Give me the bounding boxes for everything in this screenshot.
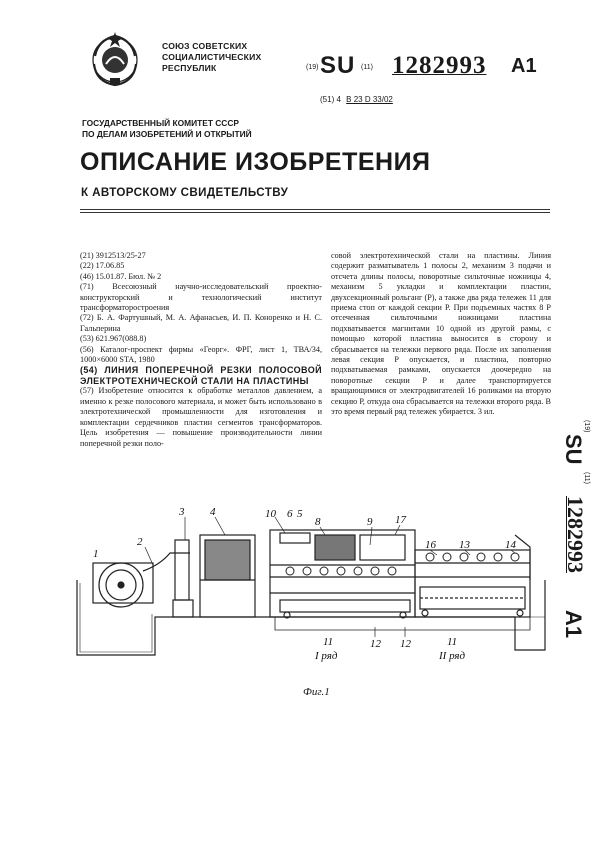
figure-label: 14: [505, 539, 516, 551]
biblio-line: (22) 17.06.85: [80, 261, 125, 271]
code-19: (19): [306, 64, 319, 71]
divider: [80, 209, 550, 210]
biblio-line: (53) 621.967(088.8): [80, 334, 147, 344]
left-column: [80, 251, 322, 449]
biblio-line: (56) Каталог-проспект фирмы «Георг». ФРГ, лист 1, ТВА/34, 1000×6000 STA, 1980: [80, 344, 322, 365]
margin-code-11: (11): [583, 472, 590, 484]
figure-label-row-1: I ряд: [315, 650, 338, 662]
figure-label: 11: [323, 636, 334, 648]
margin-kind: A1: [561, 610, 586, 639]
su-mark: SU: [320, 52, 356, 79]
biblio-line: (21) 3912513/25-27: [80, 251, 146, 260]
margin-patent-number: [550, 420, 590, 660]
biblio-line: (71) Всесоюзный научно-исследовательский проектно-конструкторский и технологический институт трансформаторостроения: [80, 282, 322, 313]
figure-label: 2: [137, 536, 143, 548]
org-line: СОЦИАЛИСТИЧЕСКИХ: [162, 52, 262, 62]
margin-su: SU: [561, 434, 586, 465]
kind-code: A1: [511, 55, 537, 77]
figure-label: 13: [459, 539, 470, 551]
figure-label-row-2: II ряд: [439, 650, 466, 662]
figure-label: 17: [395, 514, 406, 526]
figure-label: 16: [425, 539, 436, 551]
abstract-left: (57) Изобретение относится к обработке металлов давлением, а именно к резке полосового материала, и может быть использовано в электротехнической промышленности для изготовления и комплектации сердечников пластин сегментов трансформаторов. Цель изобретения — повышение производительности линии поперечной резки поло-: [80, 386, 322, 448]
figure-caption: Фиг.1: [303, 686, 330, 698]
figure-label: 5: [297, 508, 303, 520]
org-line: РЕСПУБЛИК: [162, 63, 217, 73]
org-line: СОЮЗ СОВЕТСКИХ: [162, 41, 248, 51]
document-title: ОПИСАНИЕ ИЗОБРЕТЕНИЯ: [80, 148, 431, 176]
code-11: (11): [361, 64, 373, 71]
figure-label: 12: [370, 638, 381, 650]
ipc-classification: [320, 95, 393, 104]
committee-line: ГОСУДАРСТВЕННЫЙ КОМИТЕТ СССР: [82, 118, 239, 128]
figure-label: 1: [93, 548, 99, 560]
organization-name: [162, 41, 261, 74]
abstract-right: совой электротехнической стали на пластины. Линия содержит разматыватель 1 полосы 2, механизм 3 подачи и отсчета длины полосы, поворотные сильточные ножницы 4, механизм 5 укладки и комплектации пластин, двухсекционный рольганг (Р), а также два ряда тележек 11 для приема стоп от каждой секции Р. При подъемных частях 8 Р отсеченная сильточными ножницами пластина подхватывается магнитами 10 одной из другой рамы, с помощью которой пластина выносится в сторону и сбрасывается на тележки первого ряда. После их заполнения левая секция Р опускается, и пластина, повторно подхватываемая рамками, опускается доочередно на поворотные секции Р и далее транспортируется вращающимися от электродвигателей 16 роликами на вторую секцию Р, откуда она сбрасывается на тележки второго ряда. В это время первый ряд тележек убирается. 3 ил.: [331, 251, 551, 417]
bibliographic-data: [80, 251, 322, 386]
document-subtitle: К АВТОРСКОМУ СВИДЕТЕЛЬСТВУ: [81, 186, 289, 199]
figure-label: 8: [315, 516, 321, 528]
divider: [80, 212, 550, 213]
margin-number: 1282993: [563, 496, 588, 573]
figure-drawing: [75, 505, 555, 670]
biblio-line: (72) Б. А. Фартушный, М. А. Афанасьев, И. П. Коноренко и Н. С. Гальперина: [80, 313, 322, 333]
ipc-code: (51) 4: [320, 95, 341, 104]
right-column: [331, 251, 551, 418]
figure-label: 12: [400, 638, 411, 650]
figure-label: 10: [265, 508, 276, 520]
figure-label: 4: [210, 506, 216, 518]
ipc-value: В 23 D 33/02: [346, 95, 393, 104]
biblio-line: (46) 15.01.87. Бюл. № 2: [80, 271, 162, 281]
committee-name: [82, 118, 252, 139]
ussr-emblem-icon: [86, 30, 144, 88]
figure-label: 9: [367, 516, 373, 528]
patent-number-block: [306, 52, 596, 82]
invention-title: (54) ЛИНИЯ ПОПЕРЕЧНОЙ РЕЗКИ ПОЛОСОВОЙ ЭЛЕКТРОТЕХНИЧЕСКОЙ СТАЛИ НА ПЛАСТИНЫ: [80, 365, 322, 386]
committee-line: ПО ДЕЛАМ ИЗОБРЕТЕНИЙ И ОТКРЫТИЙ: [82, 128, 252, 139]
patent-number: 1282993: [392, 52, 487, 79]
figure-label: 11: [447, 636, 458, 648]
margin-code-19: (19): [583, 420, 590, 433]
figure-label: 3: [179, 506, 185, 518]
figure-label: 6: [287, 508, 293, 520]
